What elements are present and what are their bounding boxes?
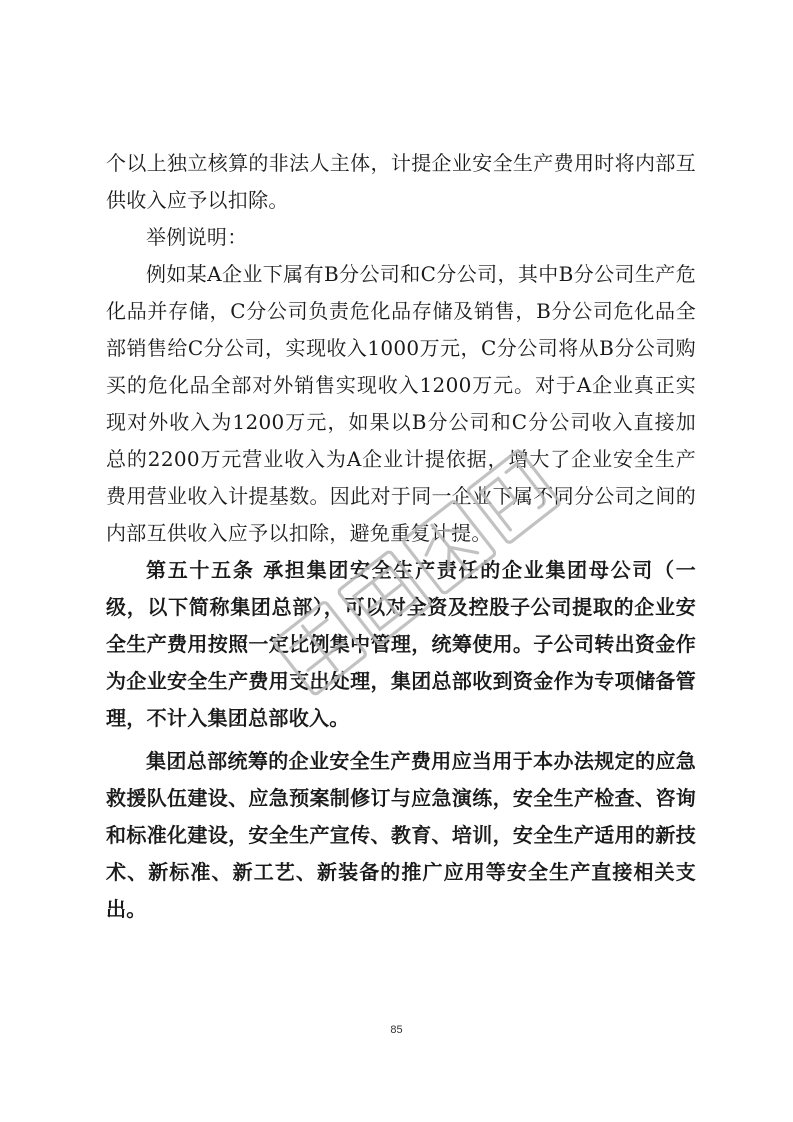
paragraph-example-heading: 举例说明：	[146, 225, 248, 249]
paragraph-continuation: 个以上独立核算的非法人主体，计提企业安全生产费用时将内部互供收入应予以扣除。	[106, 151, 696, 212]
document-body	[106, 145, 696, 928]
paragraph-article-55-usage: 集团总部统筹的企业安全生产费用应当用于本办法规定的应急救援队伍建设、应急预案制修订与应急演练，安全生产检查、咨询和标准化建设，安全生产宣传、教育、培训，安全生产适用的新技术、新标准、新工艺、新装备的推广应用等安全生产直接相关支出。	[106, 749, 696, 921]
page-number: 85	[390, 1024, 403, 1036]
paragraph-article-55: 第五十五条 承担集团安全生产责任的企业集团母公司（一级，以下简称集团总部），可以对全资及控股子公司提取的企业安全生产费用按照一定比例集中管理，统筹使用。子公司转出资金作为企业安全生产费用支出处理，集团总部收到资金作为专项储备管理，不计入集团总部收入。	[106, 558, 696, 730]
paragraph-example: 例如某A企业下属有B分公司和C分公司，其中B分公司生产危化品并存储，C分公司负责危化品存储及销售，B分公司危化品全部销售给C分公司，实现收入1000万元，C分公司将从B分公司购买的危化品全部对外销售实现收入1200万元。对于A企业真正实现对外收入为1200万元，如果以B分公司和C分公司收入直接加总的2200万元营业收入为A企业计提依据，增大了企业安全生产费用营业收入计提基数。因此对于同一企业下属不同分公司之间的内部互供收入应予以扣除，避免重复计提。	[106, 262, 696, 545]
